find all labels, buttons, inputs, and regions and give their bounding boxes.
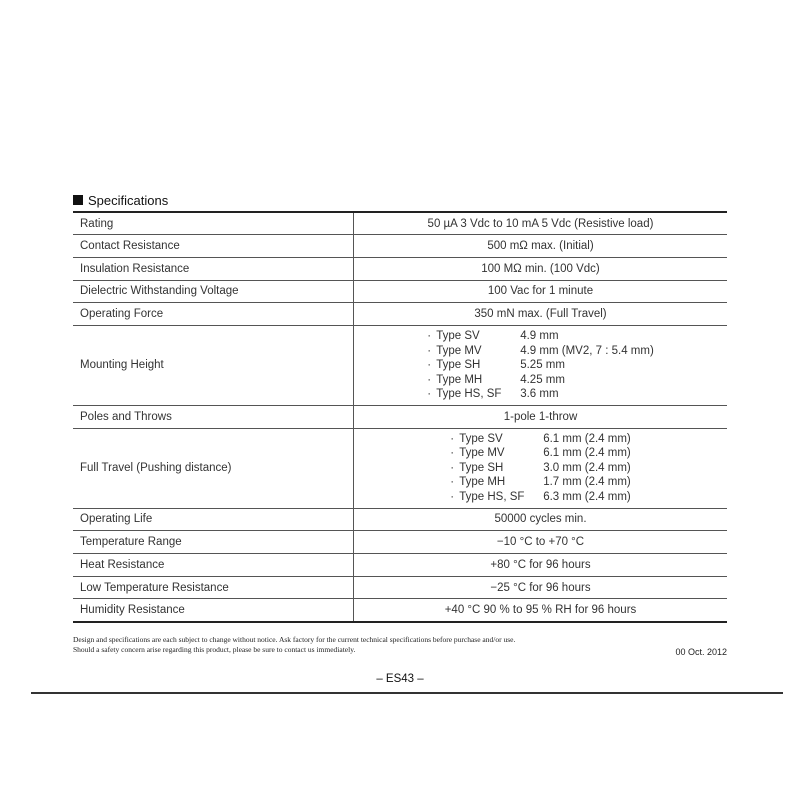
type-value: 4.9 mm [520,330,559,343]
row-label: Rating [73,212,354,235]
bullet-icon: · [427,330,432,343]
row-value: +80 °C for 96 hours [354,554,728,577]
row-value: 500 mΩ max. (Initial) [354,235,728,258]
row-label: Mounting Height [73,325,354,405]
bullet-icon: · [450,432,455,445]
table-row [73,235,727,258]
row-value: 50 µA 3 Vdc to 10 mA 5 Vdc (Resistive load) [427,217,654,230]
bullet-icon: · [450,490,455,503]
table-row [73,531,727,554]
row-value: 1-pole 1-throw [354,405,728,428]
disclaimer-line-1: Design and specifications are each subject to change without notice. Ask factory for the current technical specifications before purchase and/or use. [73,635,516,644]
type-value: 5.25 mm [520,359,565,372]
type-list-item [427,373,654,388]
revision-date: 00 Oct. 2012 [675,647,727,657]
type-name: Type SV [436,330,480,343]
type-name: Type MV [436,344,482,357]
row-value: 100 MΩ min. (100 Vdc) [354,257,728,280]
type-list [427,327,654,404]
type-value: 3.0 mm (2.4 mm) [543,461,631,474]
table-row [73,280,727,303]
row-value [354,325,728,405]
type-name: Type MH [436,373,483,386]
section-title [73,191,168,209]
bullet-icon: · [427,373,432,386]
bottom-rule [31,692,783,694]
type-list-item [427,358,654,373]
type-list [450,430,631,507]
type-list-item [427,344,654,359]
table-row [73,257,727,280]
row-label: Insulation Resistance [73,257,354,280]
disclaimer-note [73,635,663,654]
type-list-item [450,446,631,461]
table-row [73,212,727,235]
type-value: 1.7 mm (2.4 mm) [543,476,631,489]
disclaimer-line-2: Should a safety concern arise regarding this product, please be sure to contact us immediately. [73,644,356,654]
type-list-item [450,490,631,505]
square-bullet-icon [73,195,83,205]
type-name: Type HS, SF [459,490,525,503]
table-row [73,554,727,577]
row-label: Dielectric Withstanding Voltage [73,280,354,303]
type-name: Type HS, SF [436,388,502,401]
type-name: Type MH [459,476,506,489]
row-label: Operating Life [73,508,354,531]
type-value: 6.1 mm (2.4 mm) [543,432,631,445]
type-list-item [427,387,654,402]
type-value: 6.1 mm (2.4 mm) [543,447,631,460]
type-value: 3.6 mm [520,388,559,401]
table-row [73,405,727,428]
type-name: Type SH [459,461,504,474]
type-list-item [450,461,631,476]
row-label: Operating Force [73,303,354,326]
row-value: −25 °C for 96 hours [354,576,728,599]
row-label: Low Temperature Resistance [73,576,354,599]
row-value [354,428,728,508]
page-number: – ES43 – [376,673,424,685]
section-title-text: Specifications [88,192,169,208]
row-label: Heat Resistance [73,554,354,577]
type-name: Type SH [436,359,481,372]
type-list-item [450,475,631,490]
row-value: +40 °C 90 % to 95 % RH for 96 hours [354,599,728,622]
row-label: Poles and Throws [73,405,354,428]
row-value: −10 °C to +70 °C [354,531,728,554]
bullet-icon: · [427,359,432,372]
table-row [73,508,727,531]
row-value: 350 mN max. (Full Travel) [354,303,728,326]
table-row [73,428,727,508]
table-row [73,325,727,405]
type-list-item [450,432,631,447]
row-label: Humidity Resistance [73,599,354,622]
type-value: 4.25 mm [520,373,565,386]
bullet-icon: · [427,388,432,401]
table-row [73,576,727,599]
row-value: 100 Vac for 1 minute [354,280,728,303]
type-value: 4.9 mm (MV2, 7 : 5.4 mm) [520,344,654,357]
bullet-icon: · [450,461,455,474]
table-row [73,599,727,622]
row-label: Contact Resistance [73,235,354,258]
row-label: Full Travel (Pushing distance) [73,428,354,508]
bullet-icon: · [450,476,455,489]
type-list-item [427,329,654,344]
bullet-icon: · [450,447,455,460]
type-name: Type MV [459,447,505,460]
bullet-icon: · [427,344,432,357]
row-value: 50000 cycles min. [354,508,728,531]
row-label: Temperature Range [73,531,354,554]
type-name: Type SV [459,432,503,445]
specifications-table [73,211,727,623]
type-value: 6.3 mm (2.4 mm) [543,490,631,503]
table-row [73,303,727,326]
